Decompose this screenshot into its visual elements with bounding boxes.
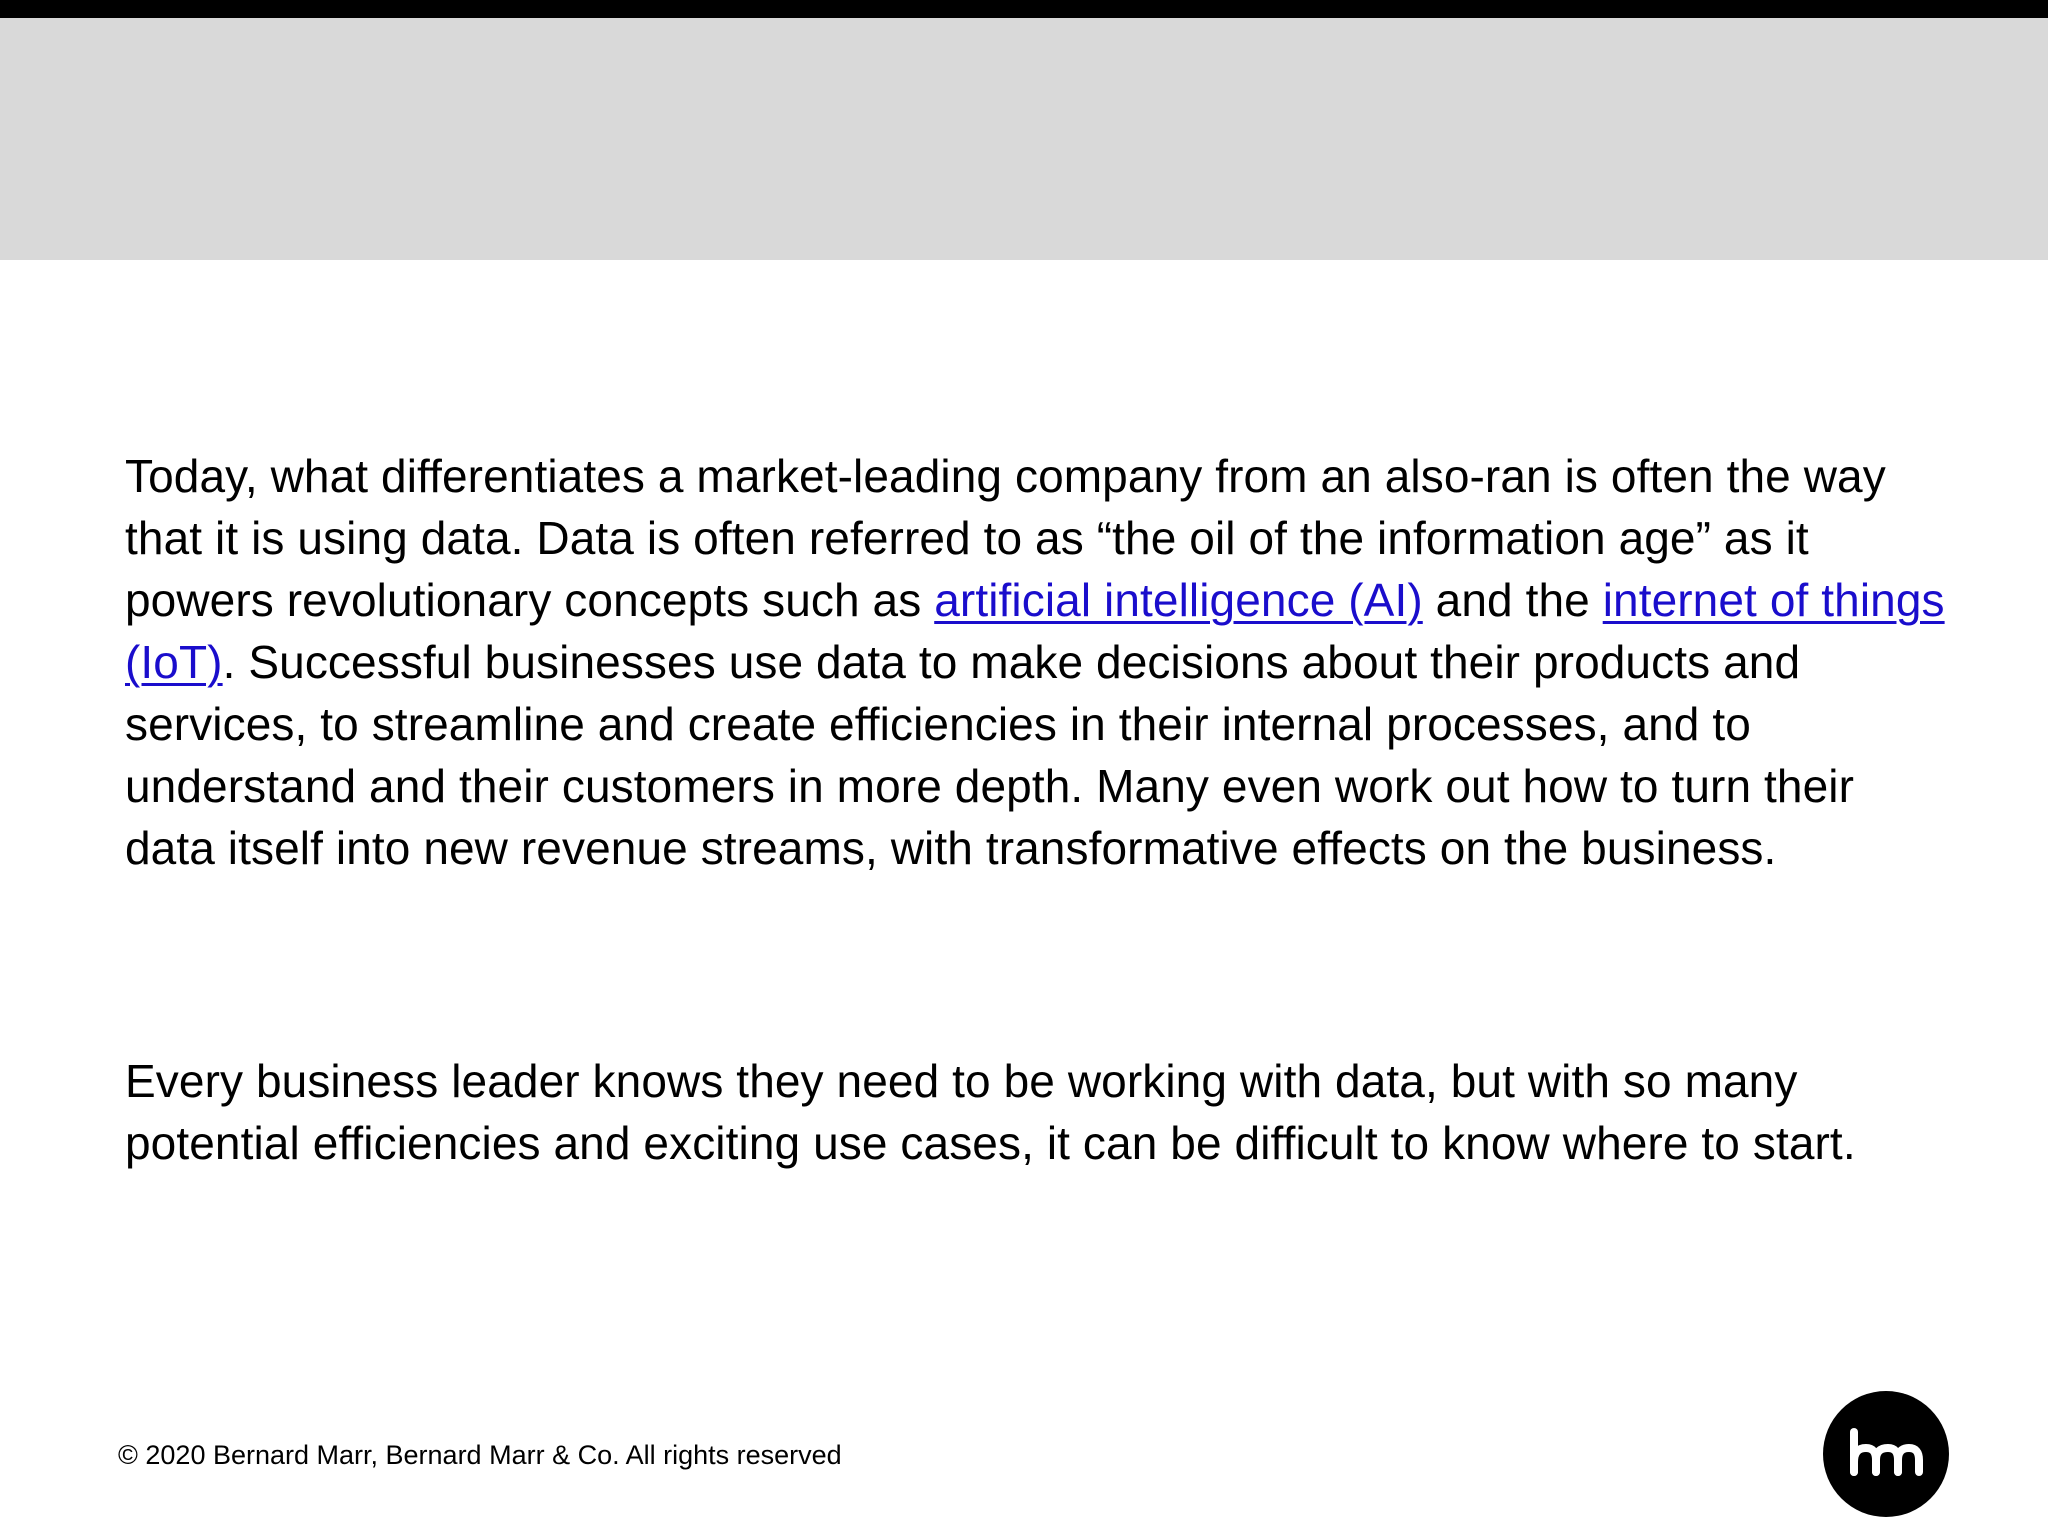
header-band bbox=[0, 18, 2048, 260]
paragraph-1-text-middle: and the bbox=[1422, 574, 1603, 626]
top-bar bbox=[0, 0, 2048, 18]
link-internet-of-things[interactable]: internet of things (IoT) bbox=[125, 574, 1945, 688]
link-artificial-intelligence[interactable]: artificial intelligence (AI) bbox=[934, 574, 1423, 626]
body-paragraph-1 bbox=[125, 445, 1955, 879]
body-paragraph-2: Every business leader knows they need to be working with data, but with so many potential efficiencies and exciting use cases, it can be difficult to know where to start. bbox=[125, 1055, 1856, 1169]
paragraph-1-text-end: . Successful businesses use data to make decisions about their products and services, to streamline and create efficiencies in their internal processes, and to understand and their customers in more depth. Many even work out how to turn their data itself into new revenue streams, with transformative effects on the business. bbox=[125, 636, 1854, 874]
paragraph-1-text-start: Today, what differentiates a market-leading company from an also-ran is often the way that it is using data. Data is often referred to as “the oil of the information age” as it powers revolutionary concepts such as bbox=[125, 450, 1886, 626]
bm-logo bbox=[1823, 1391, 1949, 1517]
footer-copyright: © 2020 Bernard Marr, Bernard Marr & Co. All rights reserved bbox=[118, 1440, 842, 1470]
bm-logo-icon bbox=[1846, 1426, 1926, 1482]
